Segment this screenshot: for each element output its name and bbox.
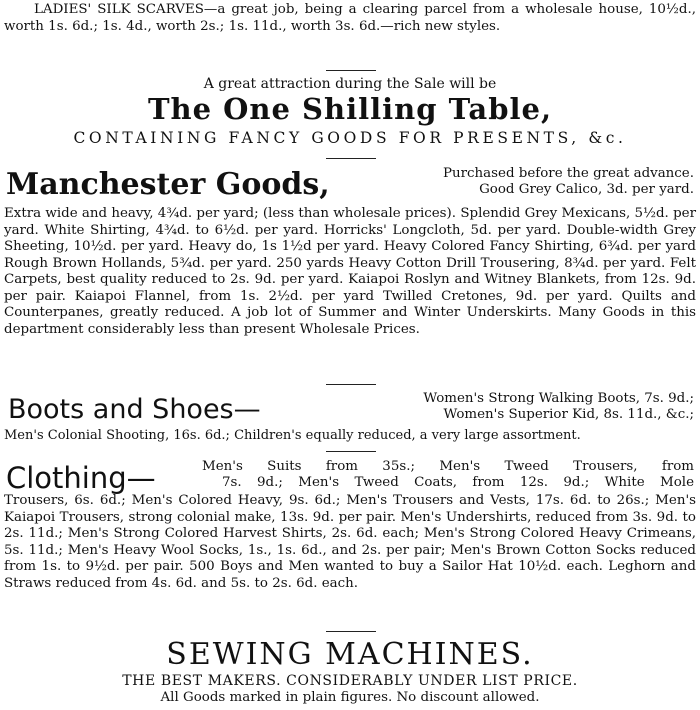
clothing-heading: Clothing— (6, 461, 156, 495)
divider-rule (326, 631, 376, 632)
sewing-line-2: All Goods marked in plain figures. No discount allowed. (160, 690, 540, 705)
boots-body: Men's Colonial Shooting, 16s. 6d.; Children's equally reduced, a very large assortment. (4, 428, 581, 443)
divider-rule (326, 158, 376, 159)
divider-rule (326, 451, 376, 452)
scarves-paragraph: LADIES' SILK SCARVES—a great job, being a clearing parcel from a wholesale house, 10½d., worth 1s. 6d.; 1s. 4d., worth 2s.; 1s. 11d., worth 3s. 6d.—rich new styles. (4, 2, 696, 34)
divider-rule (326, 70, 376, 71)
shilling-subtitle: CONTAINING FANCY GOODS FOR PRESENTS, &c. (73, 129, 627, 147)
boots-heading: Boots and Shoes— (8, 394, 261, 425)
clothing-lead-2: 7s. 9d.; Men's Tweed Coats, from 12s. 9d.; White Mole (222, 475, 694, 490)
sewing-line-1: THE BEST MAKERS. CONSIDERABLY UNDER LIST PRICE. (122, 673, 578, 689)
manchester-lead-1: Purchased before the great advance. (443, 166, 694, 181)
sewing-heading: SEWING MACHINES. (166, 637, 534, 672)
shilling-intro: A great attraction during the Sale will be (203, 76, 497, 92)
divider-rule (326, 384, 376, 385)
clothing-lead-1: Men's Suits from 35s.; Men's Tweed Trousers, from (202, 459, 694, 474)
shilling-title: The One Shilling Table, (147, 92, 553, 126)
manchester-body: Extra wide and heavy, 4¾d. per yard; (less than wholesale prices). Splendid Grey Mexicans, 5½d. per yard. White Shirting, 4¾d. to 6½d. per yard. Horricks' Longcloth, 5d. per yard. Double-width Grey Sheeting, 10½d. per yard. Heavy do, 1s 1½d per yard. Heavy Colored Fancy Shirting, 6¾d. per yard Rough Brown Hollands, 5¾d. per yard. 250 yards Heavy Cotton Drill Trousering, 8¾d. per yard. Felt Carpets, best quality reduced to 2s. 9d. per yard. Kaiapoi Roslyn and Witney Blankets, from 12s. 9d. per pair. Kaiapoi Flannel, from 1s. 2½d. per yard Twilled Cretones, 9d. per yard. Quilts and Counterpanes, greatly reduced. A job lot of Summer and Winter Underskirts. Many Goods in this department considerably less than present Wholesale Prices. (4, 206, 696, 337)
clothing-body: Trousers, 6s. 6d.; Men's Colored Heavy, 9s. 6d.; Men's Trousers and Vests, 17s. 6d. to 26s.; Men's Kaiapoi Trousers, strong colonial make, 13s. 9d. per pair. Men's Undershirts, reduced from 3s. 9d. to 2s. 11d.; Men's Strong Colored Harvest Shirts, 2s. 6d. each; Men's Strong Colored Heavy Crimeans, 5s. 11d.; Men's Heavy Wool Socks, 1s., 1s. 6d., and 2s. per pair; Men's Brown Cotton Socks reduced from 1s. to 9½d. per pair. 500 Boys and Men wanted to buy a Sailor Hat 10½d. each. Leghorn and Straws reduced from 4s. 6d. and 5s. to 2s. 6d. each. (4, 493, 696, 591)
manchester-lead-2: Good Grey Calico, 3d. per yard. (479, 182, 694, 197)
manchester-heading: Manchester Goods, (6, 167, 330, 202)
boots-lead-2: Women's Superior Kid, 8s. 11d., &c.; (443, 407, 694, 422)
boots-lead-1: Women's Strong Walking Boots, 7s. 9d.; (423, 391, 694, 406)
